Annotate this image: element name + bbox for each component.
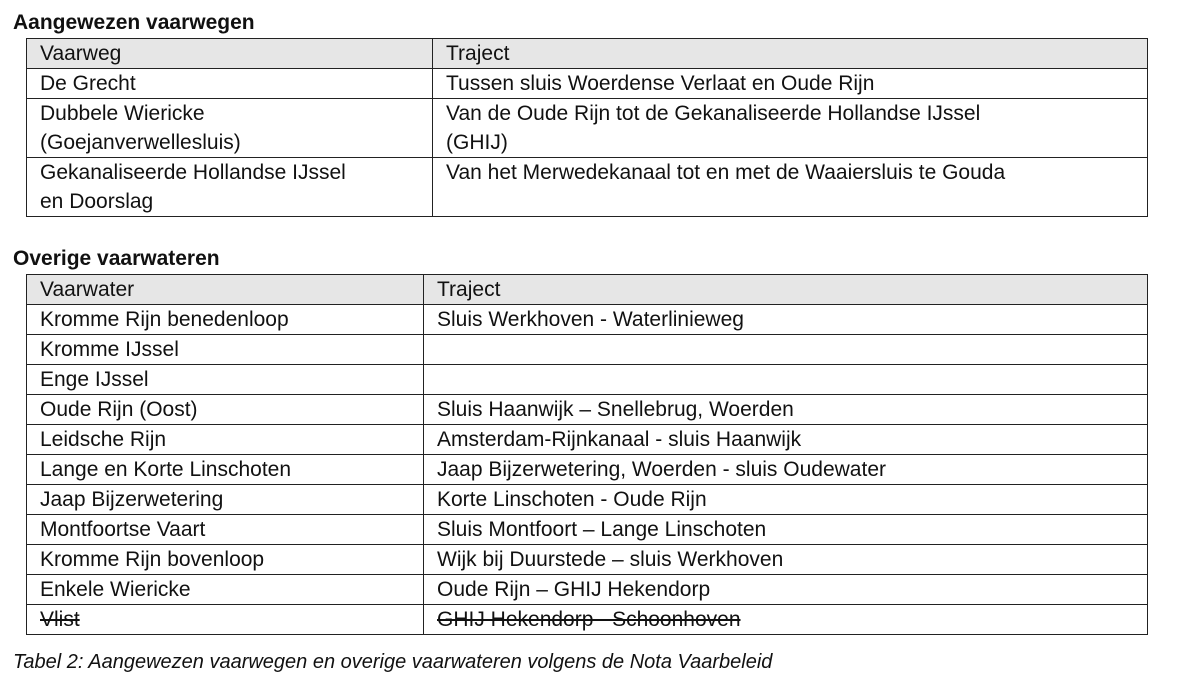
cell-vaarwater: Kromme IJssel (27, 335, 424, 365)
cell-traject (424, 365, 1148, 395)
cell-traject: Sluis Werkhoven - Waterlinieweg (424, 305, 1148, 335)
cell-vaarweg: Dubbele Wiericke (Goejanverwellesluis) (27, 99, 433, 158)
table-row (27, 69, 1148, 99)
cell-traject: GHIJ Hekendorp - Schoonhoven (424, 605, 1148, 635)
table-row (27, 158, 1148, 217)
cell-vaarwater: Jaap Bijzerwetering (27, 485, 424, 515)
cell-traject: Sluis Montfoort – Lange Linschoten (424, 515, 1148, 545)
cell-vaarwater: Leidsche Rijn (27, 425, 424, 455)
cell-vaarwater: Kromme Rijn bovenloop (27, 545, 424, 575)
cell-traject (424, 335, 1148, 365)
section-title-aangewezen-vaarwegen: Aangewezen vaarwegen (13, 11, 255, 34)
column-header-vaarwater: Vaarwater (27, 275, 424, 305)
table-header-row (27, 275, 1148, 305)
table-row (27, 395, 1148, 425)
table-row (27, 575, 1148, 605)
cell-traject: Amsterdam-Rijnkanaal - sluis Haanwijk (424, 425, 1148, 455)
table-row (27, 335, 1148, 365)
cell-traject: Van het Merwedekanaal tot en met de Waaiersluis te Gouda (433, 158, 1148, 217)
vaarwateren-table (26, 274, 1148, 635)
table-row (27, 485, 1148, 515)
cell-vaarwater: Montfoortse Vaart (27, 515, 424, 545)
table-row (27, 605, 1148, 635)
cell-vaarwater: Vlist (27, 605, 424, 635)
vaarwateren-table-body (27, 305, 1148, 635)
vaarwegen-table (26, 38, 1148, 217)
column-header-vaarweg: Vaarweg (27, 39, 433, 69)
cell-traject: Sluis Haanwijk – Snellebrug, Woerden (424, 395, 1148, 425)
cell-traject: Tussen sluis Woerdense Verlaat en Oude Rijn (433, 69, 1148, 99)
column-header-traject: Traject (424, 275, 1148, 305)
cell-traject: Jaap Bijzerwetering, Woerden - sluis Oudewater (424, 455, 1148, 485)
table-row (27, 515, 1148, 545)
table-row (27, 455, 1148, 485)
table-row (27, 365, 1148, 395)
cell-vaarwater: Kromme Rijn benedenloop (27, 305, 424, 335)
cell-vaarwater: Oude Rijn (Oost) (27, 395, 424, 425)
table-caption: Tabel 2: Aangewezen vaarwegen en overige vaarwateren volgens de Nota Vaarbeleid (13, 651, 773, 673)
table-row (27, 545, 1148, 575)
cell-traject: Korte Linschoten - Oude Rijn (424, 485, 1148, 515)
cell-traject: Wijk bij Duurstede – sluis Werkhoven (424, 545, 1148, 575)
table-header-row (27, 39, 1148, 69)
table-row (27, 305, 1148, 335)
cell-vaarwater: Enkele Wiericke (27, 575, 424, 605)
table-row (27, 425, 1148, 455)
cell-traject: Oude Rijn – GHIJ Hekendorp (424, 575, 1148, 605)
cell-traject: Van de Oude Rijn tot de Gekanaliseerde Hollandse IJssel (GHIJ) (433, 99, 1148, 158)
cell-vaarweg: Gekanaliseerde Hollandse IJssel en Doorslag (27, 158, 433, 217)
table-row (27, 99, 1148, 158)
cell-vaarweg: De Grecht (27, 69, 433, 99)
section-title-overige-vaarwateren: Overige vaarwateren (13, 247, 220, 270)
cell-vaarwater: Enge IJssel (27, 365, 424, 395)
column-header-traject: Traject (433, 39, 1148, 69)
cell-vaarwater: Lange en Korte Linschoten (27, 455, 424, 485)
vaarwegen-table-body (27, 69, 1148, 217)
